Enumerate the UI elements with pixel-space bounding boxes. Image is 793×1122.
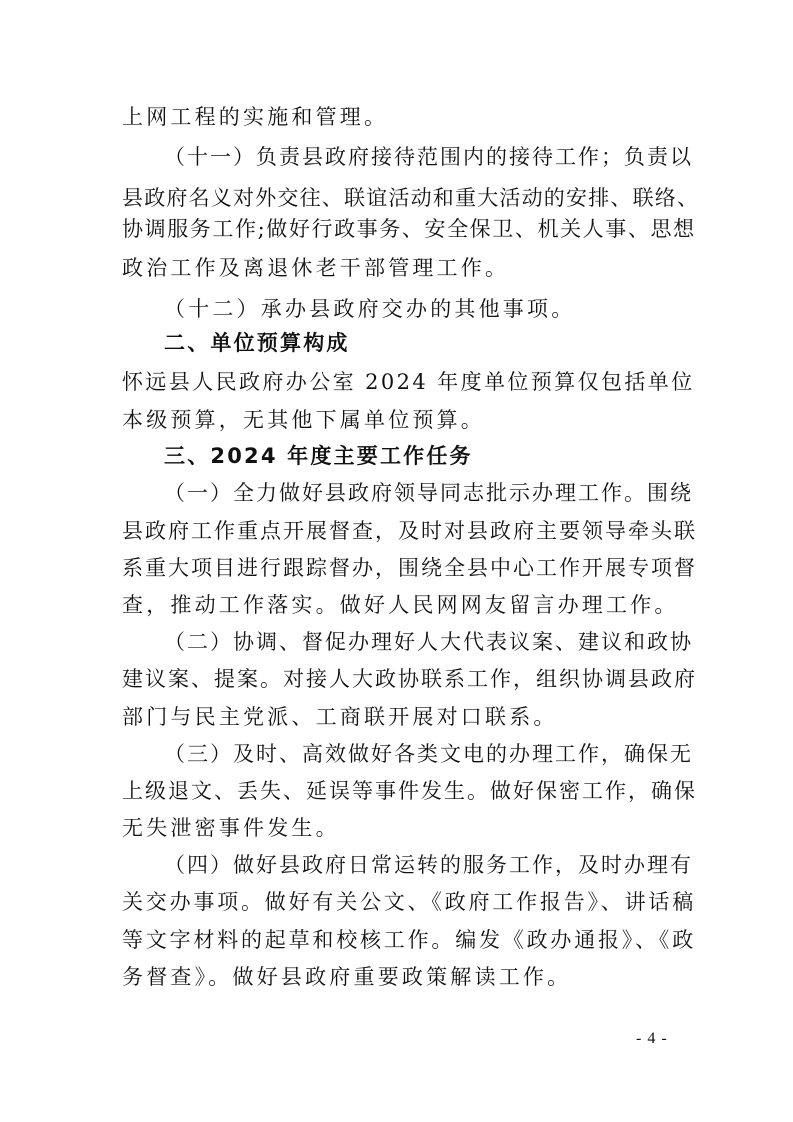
text-line: （一）全力做好县政府领导同志批示办理工作。围绕 [164, 481, 693, 505]
text-line: （十二）承办县政府交办的其他事项。 [164, 297, 576, 321]
text-line: 政治工作及离退休老干部管理工作。 [122, 256, 510, 280]
text-line: （三）及时、高效做好各类文电的办理工作，确保无 [164, 742, 693, 766]
text-line: 怀远县人民政府办公室 2024 年度单位预算仅包括单位 [122, 370, 695, 394]
text-line: 系重大项目进行跟踪督办，围绕全县中心工作开展专项督 [122, 556, 697, 580]
text-line: 等文字材料的起草和校核工作。编发《政办通报》、《政 [122, 928, 696, 952]
text-line: 上级退文、丢失、延误等事件发生。做好保密工作，确保 [122, 779, 697, 803]
text-line: 上网工程的实施和管理。 [122, 105, 389, 129]
text-line: 县政府工作重点开展督查，及时对县政府主要领导牵头联 [122, 519, 697, 543]
section-heading: 三、2024 年度主要工作任务 [164, 444, 473, 468]
text-line: 建议案、提案。对接人大政协联系工作，组织协调县政府 [122, 667, 697, 691]
page-number: - 4 - [636, 1030, 668, 1047]
text-line: 务督查》。做好县政府重要政策解读工作。 [122, 965, 572, 989]
text-line: 关交办事项。做好有关公文、《政府工作报告》、讲话稿 [122, 890, 696, 914]
text-line: （十一）负责县政府接待范围内的接待工作；负责以 [164, 145, 693, 169]
text-line: （四）做好县政府日常运转的服务工作，及时办理有 [164, 853, 693, 877]
text-line: 查，推动工作落实。做好人民网网友留言办理工作。 [122, 593, 679, 617]
text-line: 县政府名义对外交往、联谊活动和重大活动的安排、联络、 [122, 186, 700, 210]
text-line: （二）协调、督促办理好人大代表议案、建议和政协 [164, 630, 693, 654]
text-line: 协调服务工作;做好行政事务、安全保卫、机关人事、思想 [122, 217, 696, 241]
text-line: 无失泄密事件发生。 [122, 816, 340, 840]
text-line: 本级预算，无其他下属单位预算。 [122, 408, 485, 432]
section-heading: 二、单位预算构成 [164, 331, 350, 355]
text-line: 部门与民主党派、工商联开展对口联系。 [122, 705, 558, 729]
